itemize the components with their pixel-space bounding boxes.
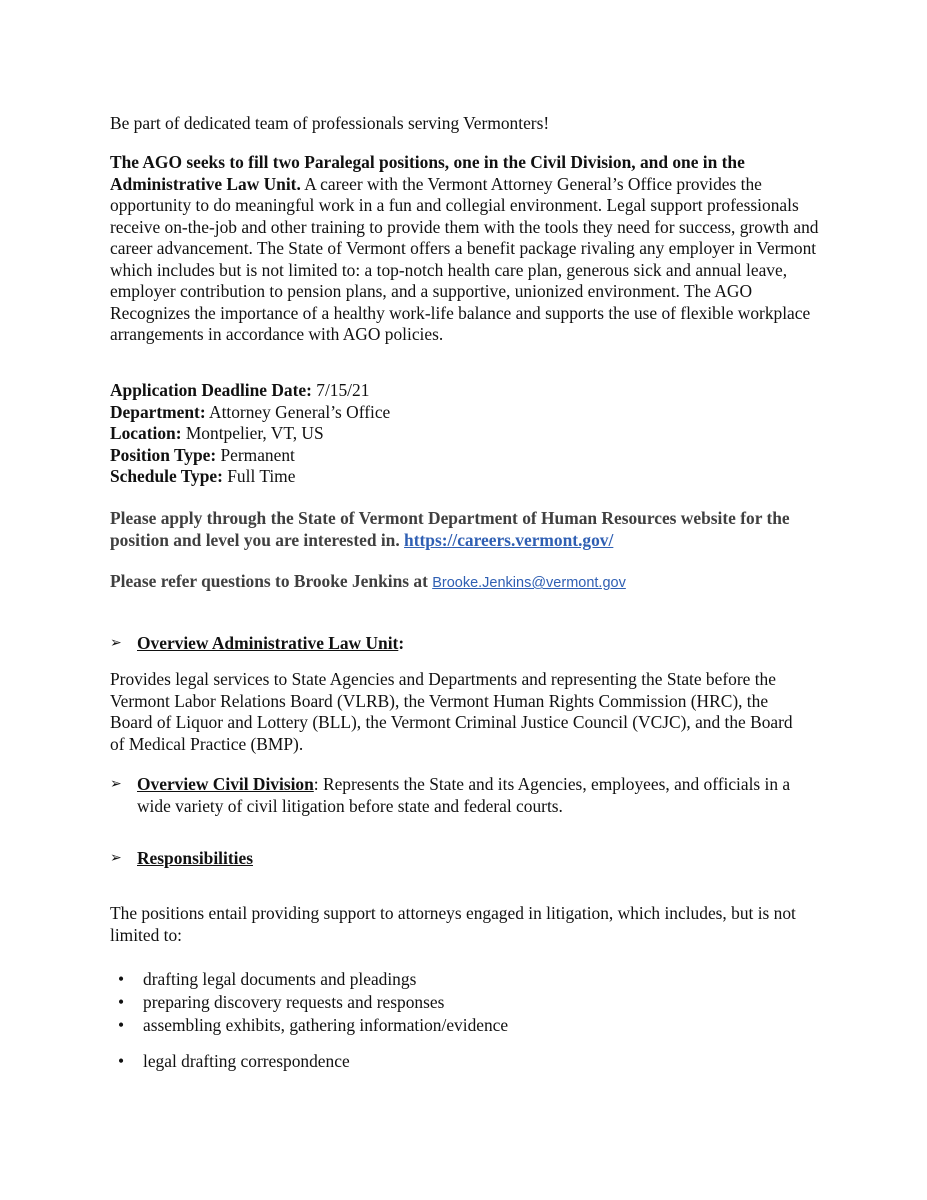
responsibilities-intro: The positions entail providing support to attorneys engaged in litigation, which includes, but is not limited to: xyxy=(110,903,796,945)
field-schedule-type xyxy=(110,466,825,488)
bullet-icon: • xyxy=(118,1051,125,1071)
apply-text: Please apply through the State of Vermont Department of Human Resources website for the position and level you are interested in. xyxy=(110,508,790,550)
bullet-icon: • xyxy=(118,969,125,989)
lead-paragraph xyxy=(110,152,828,346)
list-item-text: legal drafting correspondence xyxy=(143,1051,350,1071)
bullet-icon: • xyxy=(118,992,125,1012)
apply-paragraph xyxy=(110,508,810,551)
field-label: Schedule Type: xyxy=(110,466,223,486)
arrow-bullet-icon: ➢ xyxy=(110,777,122,792)
field-value: Permanent xyxy=(216,444,295,465)
email-link[interactable]: Brooke.Jenkins@vermont.gov xyxy=(432,575,626,591)
colon: : xyxy=(398,633,405,653)
field-label: Position Type: xyxy=(110,444,217,465)
list-item-text: drafting legal documents and pleadings xyxy=(143,969,417,989)
alu-heading xyxy=(110,633,825,655)
civil-heading-text: Overview Civil Division xyxy=(137,774,314,794)
field-label: Department: xyxy=(110,401,206,422)
bullet-icon: • xyxy=(118,1015,125,1035)
list-item-text: preparing discovery requests and responses xyxy=(143,992,445,1012)
field-value: 7/15/21 xyxy=(311,380,370,400)
list-item xyxy=(110,1015,825,1051)
refer-text: Please refer questions to Brooke Jenkins at xyxy=(110,571,433,591)
civil-section xyxy=(110,774,810,817)
responsibilities-heading xyxy=(110,848,825,870)
field-deadline xyxy=(110,380,825,402)
list-item xyxy=(110,969,825,992)
arrow-bullet-icon: ➢ xyxy=(110,851,122,866)
list-item-text: assembling exhibits, gathering information/evidence xyxy=(143,1015,509,1035)
alu-heading-text: Overview Administrative Law Unit xyxy=(137,633,399,653)
refer-paragraph xyxy=(110,571,825,595)
careers-link[interactable]: https://careers.vermont.gov/ xyxy=(404,529,614,550)
list-item xyxy=(110,1051,825,1073)
field-value: Montpelier, VT, US xyxy=(181,423,324,443)
job-fields xyxy=(110,380,825,488)
lead-body: A career with the Vermont Attorney General’s Office provides the opportunity to do meaningful work in a fun and collegial environment. Legal support professionals receive on-the-job and other training to provide them with the tools they need for success, growth and career advancement. The State of Vermont offers a benefit package rivaling any employer in Vermont which includes but is not limited to: a top-notch health care plan, generous sick and annual leave, employer contribution to pension plans, and a supportive, unionized environment. The AGO Recognizes the importance of a healthy work-life balance and supports the use of flexible workplace arrangements in accordance with AGO policies. xyxy=(110,173,819,344)
responsibilities-heading-text: Responsibilities xyxy=(137,848,253,868)
field-label: Location: xyxy=(110,423,182,443)
field-label: Application Deadline Date: xyxy=(110,380,312,400)
lead-bold: The AGO seeks to fill two Paralegal positions, one in the Civil Division, and one in the Administrative Law Unit. xyxy=(110,152,745,194)
field-value: Attorney General’s Office xyxy=(205,401,391,422)
field-value: Full Time xyxy=(222,466,296,486)
intro-text: Be part of dedicated team of professionals serving Vermonters! xyxy=(110,113,550,133)
field-location xyxy=(110,423,825,445)
arrow-bullet-icon: ➢ xyxy=(110,636,122,651)
field-position-type xyxy=(110,445,825,467)
list-item xyxy=(110,992,825,1015)
alu-body: Provides legal services to State Agencies and Departments and representing the State before the Vermont Labor Relations Board (VLRB), the Vermont Human Rights Commission (HRC), the Board of Liquor and Lottery (BLL), the Vermont Criminal Justice Council (VCJC), and the Board of Medical Practice (BMP). xyxy=(110,669,793,754)
civil-body: : Represents the State and its Agencies, employees, and officials in a wide variety of civil litigation before state and federal courts. xyxy=(137,774,791,816)
field-department xyxy=(110,402,825,424)
responsibilities-list xyxy=(110,969,825,1073)
